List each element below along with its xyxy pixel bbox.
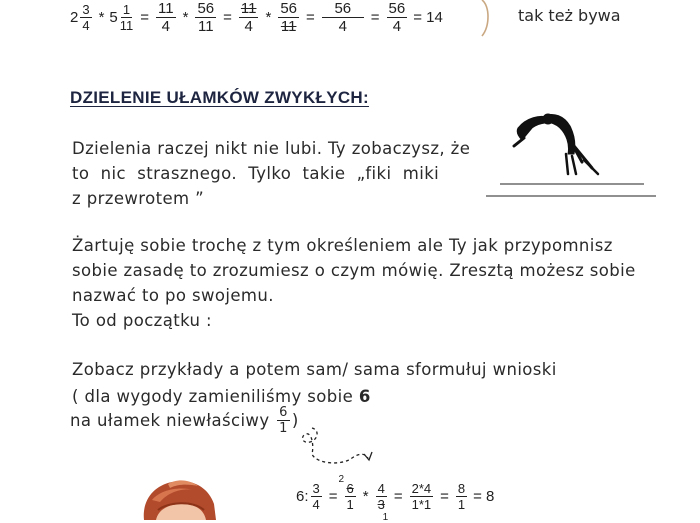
equals-sign: = (393, 487, 403, 505)
equals-sign: = (140, 8, 150, 26)
fraction: $\frac{3}{4}$ (82, 1, 90, 33)
text-line: Dzielenia raczej nikt nie lubi. Ty zobaczysz, że (72, 139, 471, 158)
cartoon-character-icon (138, 476, 220, 520)
text-line: to nic strasznego. Tylko takie „fiki miki (72, 164, 440, 183)
equals-sign: = (328, 487, 338, 505)
result: = 8 (473, 487, 495, 505)
multiply-sign: * (362, 487, 369, 505)
fraction: $\frac{56}{4}$ (322, 1, 364, 34)
equals-sign: = (440, 487, 449, 505)
improper-fraction-line: na ułamek niewłaściwy $\frac{6}{1}$ ) (70, 405, 299, 436)
multiply-sign: * (265, 8, 272, 26)
text-line: ( dla wygody zamieniliśmy sobie 6 (72, 387, 371, 406)
fraction: $\frac{6}{1}$ (279, 405, 288, 436)
intro-paragraph (72, 136, 482, 211)
fraction: $\frac{8}{1}$ (457, 480, 466, 512)
text-line: Zobacz przykłady a potem sam/ sama sformułuj wnioski (72, 360, 557, 379)
fraction-cancelled: $\frac{11}{4}$ (240, 0, 257, 35)
fraction: $\frac{11}{4}$ (158, 0, 174, 35)
section-heading: DZIELENIE UŁAMKÓW ZWYKŁYCH: (70, 88, 369, 107)
whole-number: 5 (109, 8, 118, 26)
fraction-cancelled: $\frac{6}{1}$ (346, 480, 354, 512)
dashed-arrow-icon (292, 424, 382, 470)
bold-number: 6 (358, 387, 371, 406)
fraction-cancelled: $\frac{4}{3}$ (377, 480, 385, 512)
cancel-mark: 2 (338, 473, 345, 485)
acrobat-figure-icon (484, 110, 660, 202)
text-line: To od początku : (72, 311, 213, 330)
cancel-mark: 1 (382, 511, 389, 523)
text-line: Żartuję sobie trochę z tym określeniem ale Ty jak przypomnisz (72, 236, 613, 255)
whole-number: 2 (70, 8, 79, 26)
side-note: tak też bywa (518, 6, 621, 25)
examples-intro (72, 357, 632, 409)
multiply-sign: * (182, 8, 189, 26)
text-line: nazwać to po swojemu. (72, 286, 274, 305)
fraction: $\frac{2*4}{1*1}$ (411, 480, 432, 512)
dividend: 6: (296, 487, 309, 505)
top-equation (70, 0, 443, 34)
equals-sign: = (223, 8, 232, 26)
fraction-cancelled: $\frac{56}{11}$ (280, 0, 298, 35)
fraction: $\frac{3}{4}$ (312, 480, 320, 512)
multiply-sign: * (98, 8, 105, 26)
text-line: sobie zasadę to zrozumiesz o czym mówię. Zresztą możesz sobie (72, 261, 636, 280)
fraction: $\frac{56}{4}$ (388, 0, 406, 35)
fraction: $\frac{56}{11}$ (197, 0, 215, 35)
result: = 14 (413, 8, 443, 26)
equals-sign: = (306, 8, 315, 26)
fraction: $\frac{1}{11}$ (119, 1, 134, 33)
bracket-icon (478, 0, 498, 40)
text-line: z przewrotem ” (72, 189, 205, 208)
explanation-paragraph (72, 233, 672, 333)
equals-sign: = (370, 8, 380, 26)
division-example (296, 473, 495, 523)
